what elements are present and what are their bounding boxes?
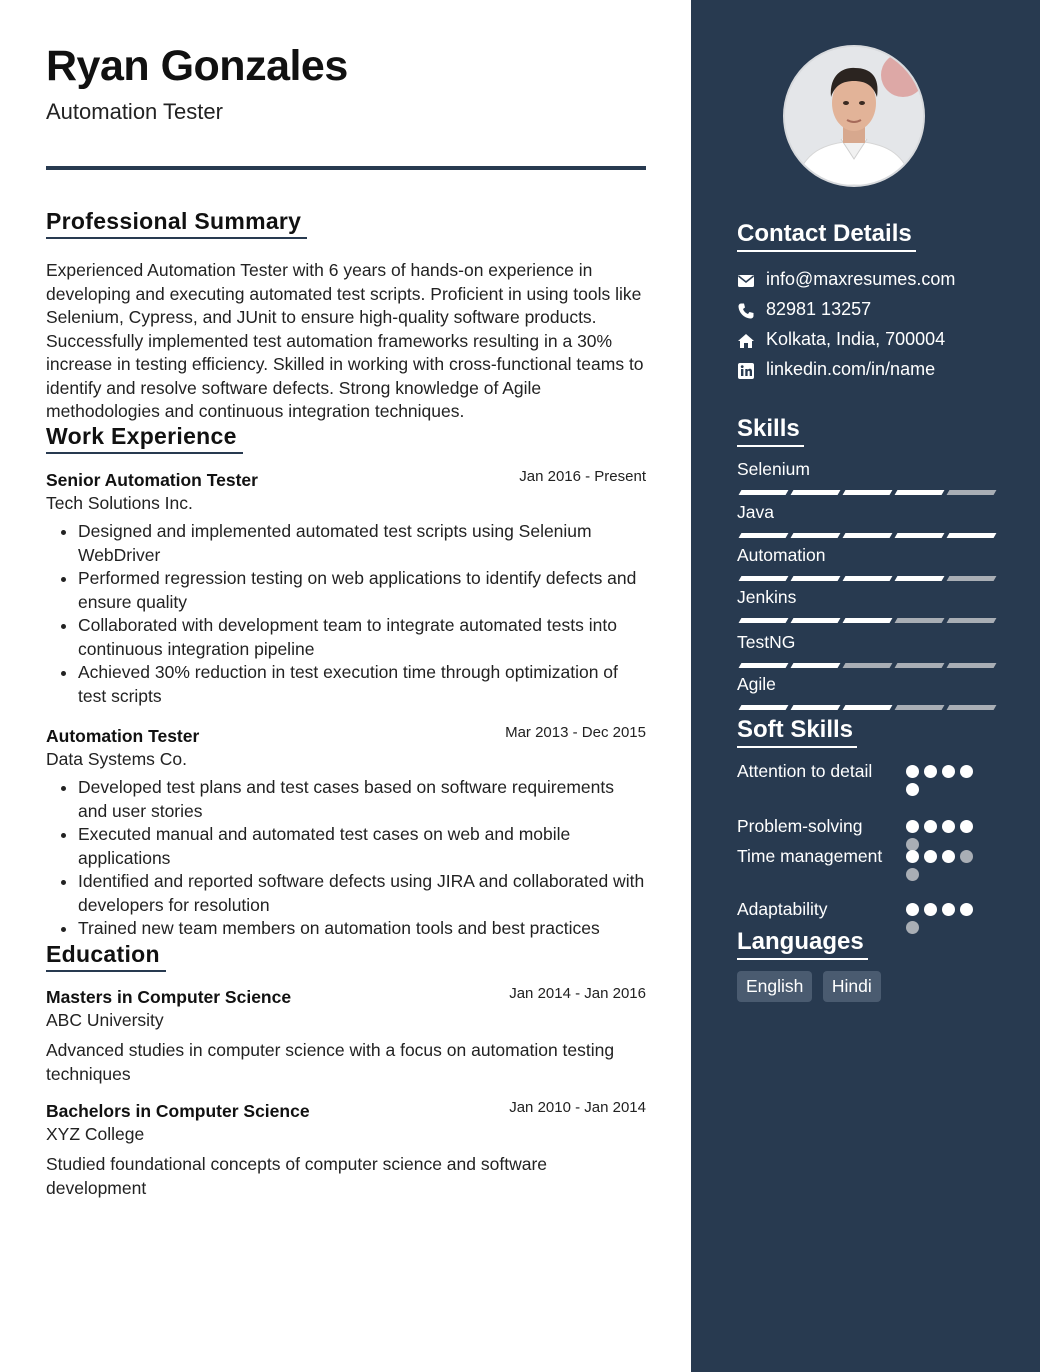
education-description: Studied foundational concepts of computer science and software development xyxy=(46,1154,548,1198)
skill-name: Agile xyxy=(737,674,776,694)
skill-item xyxy=(737,674,997,695)
skill-name: Selenium xyxy=(737,459,810,479)
skill-level-segment xyxy=(739,663,789,668)
rating-dot xyxy=(924,850,937,863)
rating-dot xyxy=(942,850,955,863)
linkedin-icon xyxy=(737,362,755,380)
skill-name: TestNG xyxy=(737,632,796,652)
email-icon xyxy=(737,272,755,290)
company-name: Data Systems Co. xyxy=(46,749,188,769)
bullet-item: • Trained new team members on automation tools and best practices xyxy=(78,917,646,941)
contact-address xyxy=(737,329,1027,353)
job-dates: Jan 2016 - Present xyxy=(519,468,646,485)
skill-level-segment xyxy=(843,490,893,495)
degree-title: Bachelors in Computer Science xyxy=(46,1101,310,1121)
rating-dot xyxy=(960,820,973,833)
home-icon xyxy=(737,332,755,350)
skill-item xyxy=(737,502,997,523)
skill-level-segment xyxy=(791,663,841,668)
soft-skill-rating xyxy=(906,765,986,801)
experience-heading: Work Experience xyxy=(46,423,243,454)
bullet-item: • Achieved 30% reduction in test execution time through optimization of test scripts xyxy=(78,661,646,708)
skill-level-segment xyxy=(947,618,997,623)
address-text: Kolkata, India, 700004 xyxy=(766,329,946,349)
skill-level-segment xyxy=(947,576,997,581)
rating-dot xyxy=(942,903,955,916)
skill-level-segment xyxy=(843,618,893,623)
skill-level-segment xyxy=(843,576,893,581)
rating-dot xyxy=(942,765,955,778)
school-name: XYZ College xyxy=(46,1124,145,1144)
phone-text: 82981 13257 xyxy=(766,299,872,319)
skill-level-segment xyxy=(843,663,893,668)
rating-dot xyxy=(906,903,919,916)
rating-dot xyxy=(924,820,937,833)
bullet-item: • Identified and reported software defects using JIRA and collaborated with developers for resolution xyxy=(78,870,646,917)
skill-level-bar xyxy=(737,663,997,669)
skill-level-segment xyxy=(739,490,789,495)
job-dates: Mar 2013 - Dec 2015 xyxy=(505,724,646,741)
company-name: Tech Solutions Inc. xyxy=(46,493,193,513)
skill-level-segment xyxy=(739,533,789,538)
skill-level-segment xyxy=(895,533,945,538)
skill-level-segment xyxy=(791,618,841,623)
phone-icon xyxy=(737,302,755,320)
language-tag: Hindi xyxy=(823,971,881,1002)
rating-dot xyxy=(906,820,919,833)
bullet-item: • Collaborated with development team to integrate automated tests into continuous integration pipeline xyxy=(78,614,646,661)
job-title: Automation Tester xyxy=(46,726,200,746)
contact-phone[interactable] xyxy=(737,299,1027,323)
job-bullets xyxy=(46,520,646,708)
soft-skills-heading: Soft Skills xyxy=(737,716,857,748)
email-text: info@maxresumes.com xyxy=(766,269,956,289)
skill-level-bar xyxy=(737,533,997,539)
bullet-item: • Designed and implemented automated test scripts using Selenium WebDriver xyxy=(78,520,646,567)
rating-dot xyxy=(906,783,919,796)
education-entry xyxy=(46,987,646,1086)
education-dates: Jan 2010 - Jan 2014 xyxy=(509,1099,646,1116)
skills-heading: Skills xyxy=(737,415,804,447)
skill-level-segment xyxy=(791,490,841,495)
education-description: Advanced studies in computer science with a focus on automation testing techniques xyxy=(46,1040,615,1084)
bullet-item: • Executed manual and automated test cases on web and mobile applications xyxy=(78,823,646,870)
bullet-item: • Performed regression testing on web applications to identify defects and ensure quality xyxy=(78,567,646,614)
skill-level-segment xyxy=(739,618,789,623)
sidebar xyxy=(691,0,1040,1372)
skill-level-segment xyxy=(843,533,893,538)
candidate-name: Ryan Gonzales xyxy=(46,42,348,90)
language-tag: English xyxy=(737,971,812,1002)
languages-heading: Languages xyxy=(737,928,868,960)
skill-level-segment xyxy=(895,490,945,495)
skill-level-segment xyxy=(947,533,997,538)
candidate-title: Automation Tester xyxy=(46,99,223,124)
summary-text: Experienced Automation Tester with 6 years of hands-on experience in developing and executing automated test scripts. Proficient in using tools like Selenium, Cypress, and JUnit to ensure high-quality software products. Successfully implemented test automation frameworks resulting in a 30% increase in testing efficiency. Skilled in working with cross-functional teams to identify and resolve software defects. Strong knowledge of Agile methodologies and continuous integration techniques. xyxy=(46,260,644,421)
skill-item xyxy=(737,545,997,566)
rating-dot xyxy=(906,850,919,863)
summary-heading: Professional Summary xyxy=(46,208,307,239)
skill-level-segment xyxy=(791,576,841,581)
skill-level-segment xyxy=(947,705,997,710)
contact-email[interactable] xyxy=(737,269,1027,293)
skill-name: Jenkins xyxy=(737,587,797,607)
skill-level-segment xyxy=(791,533,841,538)
skill-level-segment xyxy=(843,705,893,710)
contact-heading: Contact Details xyxy=(737,220,916,252)
language-list xyxy=(737,971,887,1002)
skill-level-segment xyxy=(947,663,997,668)
job-bullets xyxy=(46,776,646,941)
skill-level-segment xyxy=(947,490,997,495)
skill-level-segment xyxy=(739,576,789,581)
header-divider xyxy=(46,166,646,170)
rating-dot xyxy=(960,765,973,778)
skill-level-bar xyxy=(737,705,997,711)
rating-dot xyxy=(942,820,955,833)
education-heading: Education xyxy=(46,941,166,972)
experience-entry xyxy=(46,470,646,708)
job-title: Senior Automation Tester xyxy=(46,470,258,490)
rating-dot xyxy=(960,850,973,863)
skill-level-segment xyxy=(895,705,945,710)
soft-skill-name: Time management xyxy=(737,846,883,866)
skill-level-segment xyxy=(739,705,789,710)
skill-level-segment xyxy=(791,705,841,710)
skill-level-bar xyxy=(737,490,997,496)
profile-photo xyxy=(783,45,925,187)
education-dates: Jan 2014 - Jan 2016 xyxy=(509,985,646,1002)
skill-level-segment xyxy=(895,663,945,668)
rating-dot xyxy=(924,765,937,778)
degree-title: Masters in Computer Science xyxy=(46,987,292,1007)
skill-level-bar xyxy=(737,576,997,582)
skill-item xyxy=(737,459,997,480)
soft-skill-name: Adaptability xyxy=(737,899,828,919)
skill-level-bar xyxy=(737,618,997,624)
skill-name: Java xyxy=(737,502,774,522)
soft-skill-name: Problem-solving xyxy=(737,816,863,836)
skill-item xyxy=(737,587,997,608)
skill-name: Automation xyxy=(737,545,826,565)
soft-skill-rating xyxy=(906,903,986,939)
soft-skill-rating xyxy=(906,850,986,886)
experience-entry xyxy=(46,726,646,941)
skill-level-segment xyxy=(895,618,945,623)
skill-item xyxy=(737,632,997,653)
rating-dot xyxy=(906,765,919,778)
rating-dot xyxy=(906,868,919,881)
linkedin-text: linkedin.com/in/name xyxy=(766,359,936,379)
school-name: ABC University xyxy=(46,1010,164,1030)
rating-dot xyxy=(924,903,937,916)
bullet-item: • Developed test plans and test cases based on software requirements and user stories xyxy=(78,776,646,823)
rating-dot xyxy=(906,921,919,934)
education-entry xyxy=(46,1101,646,1200)
contact-linkedin[interactable] xyxy=(737,359,1027,383)
skill-level-segment xyxy=(895,576,945,581)
soft-skill-name: Attention to detail xyxy=(737,761,873,781)
rating-dot xyxy=(960,903,973,916)
